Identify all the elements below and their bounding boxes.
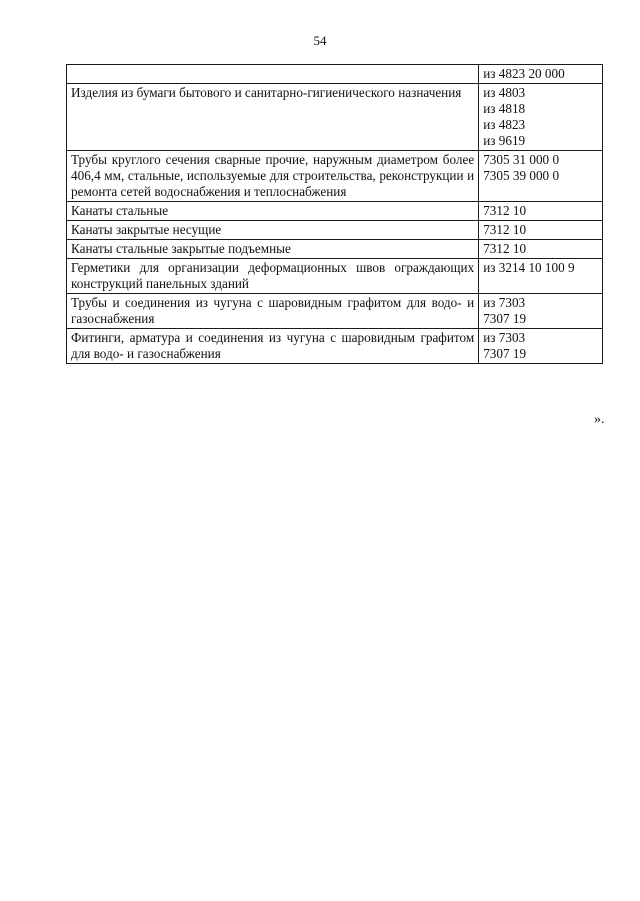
- row-codes: [479, 202, 603, 221]
- tnved-code: 7312 10: [483, 222, 527, 237]
- row-codes: [479, 259, 603, 294]
- row-codes: [479, 221, 603, 240]
- row-description: Изделия из бумаги бытового и санитарно-гигиенического назначения: [67, 84, 479, 151]
- tnved-code: 7307 19: [483, 311, 527, 326]
- table-row: [67, 84, 603, 151]
- tnved-code: из 9619: [483, 133, 526, 148]
- tnved-code: из 4818: [483, 101, 526, 116]
- row-description: Трубы круглого сечения сварные прочие, наружным диаметром более 406,4 мм, стальные, используемые для строительства, реконструкции и ремонта сетей водоснабжения и теплоснабжения: [67, 151, 479, 202]
- table-row: [67, 329, 603, 364]
- table-row: [67, 240, 603, 259]
- row-codes: [479, 84, 603, 151]
- row-codes: [479, 151, 603, 202]
- row-codes: [479, 240, 603, 259]
- goods-codes-table: [66, 64, 603, 364]
- tnved-code: из 4803: [483, 85, 526, 100]
- tnved-code: из 7303: [483, 330, 526, 345]
- tnved-code: 7312 10: [483, 203, 527, 218]
- row-codes: [479, 294, 603, 329]
- row-description: Трубы и соединения из чугуна с шаровидным графитом для водо- и газоснабжения: [67, 294, 479, 329]
- row-description: Канаты закрытые несущие: [67, 221, 479, 240]
- closing-quote-mark: ».: [594, 412, 605, 427]
- table-row: [67, 65, 603, 84]
- table-row: [67, 151, 603, 202]
- table-row: [67, 259, 603, 294]
- tnved-code: из 3214 10 100 9: [483, 260, 575, 275]
- row-description: Герметики для организации деформационных швов ограждающих конструкций панельных зданий: [67, 259, 479, 294]
- tnved-code: 7305 31 000 0: [483, 152, 560, 167]
- row-codes: [479, 65, 603, 84]
- tnved-code: из 4823 20 000: [483, 66, 565, 81]
- table-row: [67, 221, 603, 240]
- tnved-code: из 7303: [483, 295, 526, 310]
- row-description: Фитинги, арматура и соединения из чугуна с шаровидным графитом для водо- и газоснабжения: [67, 329, 479, 364]
- tnved-code: из 4823: [483, 117, 526, 132]
- tnved-code: 7312 10: [483, 241, 527, 256]
- table-row: [67, 202, 603, 221]
- tnved-code: 7307 19: [483, 346, 527, 361]
- row-description: [67, 65, 479, 84]
- row-description: Канаты стальные: [67, 202, 479, 221]
- table-row: [67, 294, 603, 329]
- row-codes: [479, 329, 603, 364]
- page-number: 54: [313, 33, 327, 48]
- tnved-code: 7305 39 000 0: [483, 168, 560, 183]
- row-description: Канаты стальные закрытые подъемные: [67, 240, 479, 259]
